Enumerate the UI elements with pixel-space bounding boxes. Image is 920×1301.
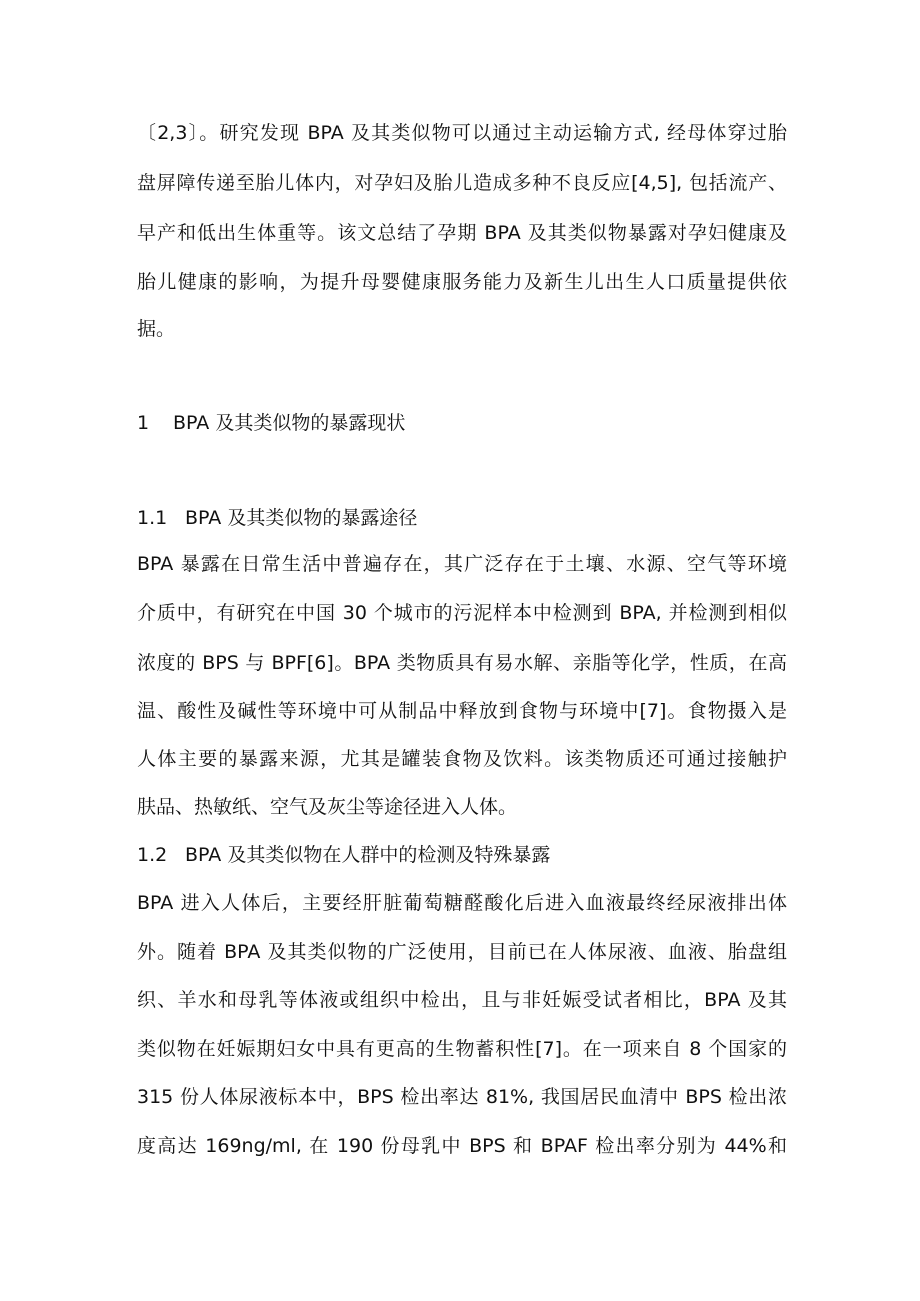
- paragraph-line: 〔2,3〕。研究发现 BPA 及其类似物可以通过主动运输方式, 经母体穿过胎: [137, 122, 787, 144]
- section-title: BPA 及其类似物的暴露现状: [173, 412, 406, 434]
- paragraph-line: 类似物在妊娠期妇女中具有更高的生物蓄积性[7]。在一项来自 8 个国家的: [137, 1038, 787, 1060]
- section-heading: [137, 411, 405, 435]
- paragraph-line: 温、酸性及碱性等环境中可从制品中释放到食物与环境中[7]。食物摄入是: [137, 700, 787, 722]
- paragraph-line: 据。: [137, 318, 176, 340]
- paragraph-line: 人体主要的暴露来源，尤其是罐装食物及饮料。该类物质还可通过接触护: [137, 748, 787, 770]
- paragraph-line: 介质中，有研究在中国 30 个城市的污泥样本中检测到 BPA, 并检测到相似: [137, 602, 787, 624]
- paragraph-line: 织、羊水和母乳等体液或组织中检出，且与非妊娠受试者相比，BPA 及其: [137, 989, 787, 1011]
- paragraph-line: 浓度的 BPS 与 BPF[6]。BPA 类物质具有易水解、亲脂等化学，性质，在高: [137, 652, 787, 674]
- section-number: 1: [137, 412, 150, 434]
- subsection-number: 1.1: [137, 507, 168, 529]
- paragraph-line: 早产和低出生体重等。该文总结了孕期 BPA 及其类似物暴露对孕妇健康及: [137, 222, 787, 244]
- paragraph-line: 盘屏障传递至胎儿体内，对孕妇及胎儿造成多种不良反应[4,5], 包括流产、: [137, 172, 787, 194]
- paragraph-line: 度高达 169ng/ml, 在 190 份母乳中 BPS 和 BPAF 检出率分别为 44%和: [137, 1135, 787, 1157]
- paragraph-line: 外。随着 BPA 及其类似物的广泛使用，目前已在人体尿液、血液、胎盘组: [137, 941, 787, 963]
- subsection-heading: [137, 506, 417, 530]
- subsection-title: BPA 及其类似物的暴露途径: [185, 507, 418, 529]
- paragraph-line: BPA 进入人体后，主要经肝脏葡萄糖醛酸化后进入血液最终经尿液排出体: [137, 892, 787, 914]
- subsection-title: BPA 及其类似物在人群中的检测及特殊暴露: [185, 844, 551, 866]
- paragraph-line: BPA 暴露在日常生活中普遍存在，其广泛存在于土壤、水源、空气等环境: [137, 553, 787, 575]
- paragraph-line: 肤品、热敏纸、空气及灰尘等途径进入人体。: [137, 796, 518, 818]
- subsection-heading: [137, 843, 550, 867]
- paragraph-line: 315 份人体尿液标本中，BPS 检出率达 81%, 我国居民血清中 BPS 检出浓: [137, 1086, 787, 1108]
- subsection-number: 1.2: [137, 844, 168, 866]
- paragraph-line: 胎儿健康的影响，为提升母婴健康服务能力及新生儿出生人口质量提供依: [137, 271, 787, 293]
